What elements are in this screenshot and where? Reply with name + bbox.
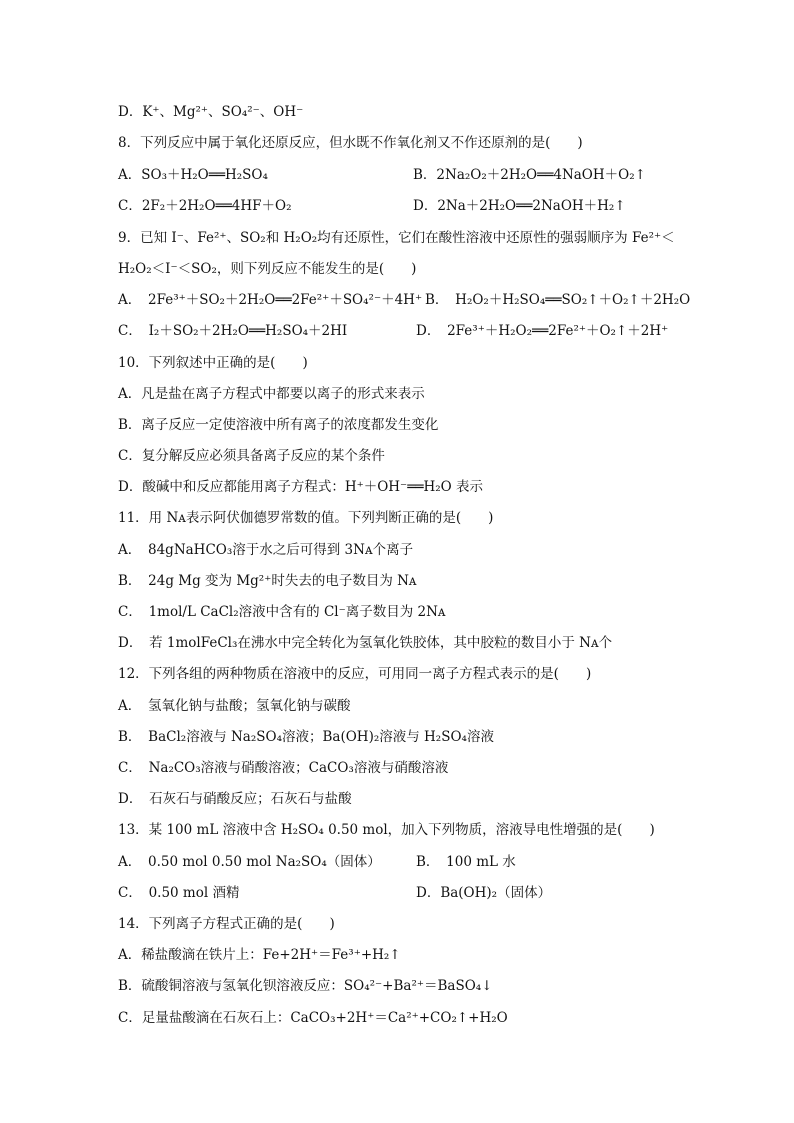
q9-option-a: A． 2Fe³⁺＋SO₂＋2H₂O══2Fe²⁺＋SO₄²⁻＋4H⁺ [118,292,423,308]
q11-option-b: B． 24g Mg 变为 Mg²⁺时失去的电子数目为 Nᴀ [118,573,417,589]
q14-option-b: B．硫酸铜溶液与氢氧化钡溶液反应：SO₄²⁻+Ba²⁺＝BaSO₄↓ [118,978,493,994]
question-12: 12．下列各组的两种物质在溶液中的反应，可用同一离子方程式表示的是( ) [118,666,592,682]
q13-option-b: B． 100 mL 水 [416,854,516,870]
q8-option-a: A．SO₃＋H₂O══H₂SO₄ [118,167,268,183]
q12-option-a: A． 氢氧化钠与盐酸；氢氧化钠与碳酸 [118,698,351,714]
q11-option-c: C． 1mol/L CaCl₂溶液中含有的 Cl⁻离子数目为 2Nᴀ [118,604,446,620]
q13-option-a: A． 0.50 mol 0.50 mol Na₂SO₄（固体） [118,854,381,870]
q12-option-c: C． Na₂CO₃溶液与硝酸溶液；CaCO₃溶液与硝酸溶液 [118,760,449,776]
q9-option-d: D． 2Fe³⁺＋H₂O₂══2Fe²⁺＋O₂↑＋2H⁺ [416,323,669,339]
q12-option-b: B． BaCl₂溶液与 Na₂SO₄溶液；Ba(OH)₂溶液与 H₂SO₄溶液 [118,729,494,745]
q11-option-a: A． 84gNaHCO₃溶于水之后可得到 3Nᴀ个离子 [118,542,414,558]
q14-option-a: A．稀盐酸滴在铁片上：Fe+2H⁺＝Fe³⁺+H₂↑ [118,947,401,963]
q9-option-b: B． H₂O₂＋H₂SO₄══SO₂↑＋O₂↑＋2H₂O [425,292,691,308]
q13-option-c: C． 0.50 mol 酒精 [118,885,240,901]
q10-option-b: B．离子反应一定使溶液中所有离子的浓度都发生变化 [118,417,439,433]
q14-option-c: C．足量盐酸滴在石灰石上：CaCO₃+2H⁺＝Ca²⁺+CO₂↑+H₂O [118,1010,508,1026]
q10-option-a: A．凡是盐在离子方程式中都要以离子的形式来表示 [118,386,425,402]
q10-option-c: C．复分解反应必须具备离子反应的某个条件 [118,448,385,464]
q13-option-d: D．Ba(OH)₂（固体） [416,885,552,901]
q11-option-d: D． 若 1molFeCl₃在沸水中完全转化为氢氧化铁胶体，其中胶粒的数目小于 Nᴀ个 [118,635,613,651]
question-8: 8．下列反应中属于氧化还原反应，但水既不作氧化剂又不作还原剂的是( ) [118,135,583,151]
question-11: 11．用 Nᴀ表示阿伏伽德罗常数的值。下列判断正确的是( ) [118,510,494,526]
q8-option-d: D．2Na＋2H₂O══2NaOH＋H₂↑ [413,198,626,214]
q8-option-c: C．2F₂＋2H₂O══4HF＋O₂ [118,198,292,214]
question-10: 10．下列叙述中正确的是( ) [118,355,308,371]
question-9-line-2: H₂O₂＜I⁻＜SO₂，则下列反应不能发生的是( ) [118,261,417,277]
q10-option-d: D．酸碱中和反应都能用离子方程式：H⁺＋OH⁻══H₂O 表示 [118,479,483,495]
question-14: 14．下列离子方程式正确的是( ) [118,916,335,932]
question-9-line-1: 9．已知 I⁻、Fe²⁺、SO₂和 H₂O₂均有还原性，它们在酸性溶液中还原性的强弱顺序为 Fe²⁺＜ [118,230,675,246]
q8-option-b: B．2Na₂O₂＋2H₂O══4NaOH＋O₂↑ [413,167,646,183]
q9-option-c: C． I₂＋SO₂＋2H₂O══H₂SO₄＋2HI [118,323,348,339]
option-d-prev: D．K⁺、Mg²⁺、SO₄²⁻、OH⁻ [118,104,304,120]
q12-option-d: D． 石灰石与硝酸反应；石灰石与盐酸 [118,791,352,807]
question-13: 13．某 100 mL 溶液中含 H₂SO₄ 0.50 mol，加入下列物质，溶液导电性增强的是( ) [118,822,655,838]
